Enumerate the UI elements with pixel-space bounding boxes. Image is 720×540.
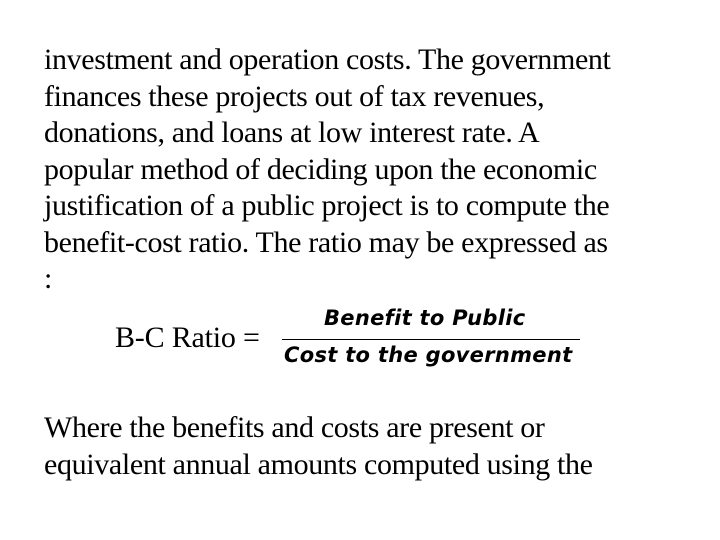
formula-denominator: Cost to the government <box>284 343 573 367</box>
paragraph-line: Where the benefits and costs are present or <box>44 411 545 444</box>
formula-numerator: Benefit to Public <box>324 306 526 330</box>
paragraph-line: donations, and loans at low interest rate. A <box>44 116 540 149</box>
paragraph-line: finances these projects out of tax revenues, <box>44 79 545 113</box>
formula-fraction <box>282 300 582 376</box>
intro-paragraph <box>44 42 704 298</box>
paragraph-line: equivalent annual amounts computed using the <box>44 447 593 481</box>
paragraph-line: : <box>44 262 52 295</box>
fraction-bar <box>282 339 580 340</box>
paragraph-line: popular method of deciding upon the economic <box>44 152 597 186</box>
formula-label: B-C Ratio = <box>115 321 260 354</box>
paragraph-line: justification of a public project is to compute the <box>44 189 610 222</box>
explanation-paragraph <box>44 410 704 483</box>
paragraph-line: investment and operation costs. The government <box>44 43 611 76</box>
bc-ratio-formula <box>115 300 595 380</box>
paragraph-line: benefit-cost ratio. The ratio may be expressed as <box>44 225 608 259</box>
